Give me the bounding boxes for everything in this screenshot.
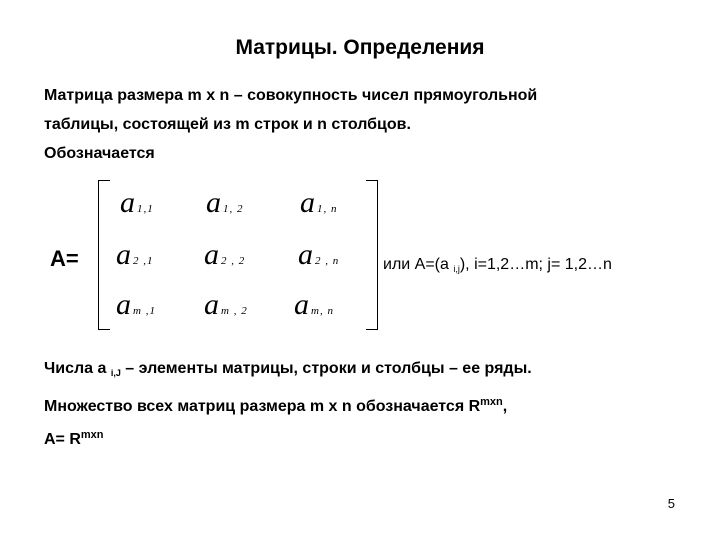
alt-notation-suffix: ), i=1,2…m; j= 1,2…n — [459, 256, 612, 273]
matrix-cell — [298, 238, 339, 272]
matrix-cell-index: m, n — [311, 305, 334, 317]
set-suffix: , — [502, 398, 508, 415]
matrix-cell-base: a — [116, 238, 131, 271]
matrix-cell-index: m ,1 — [133, 305, 156, 317]
matrix-cell-base: a — [204, 238, 219, 271]
matrix-cell-base: a — [206, 186, 221, 219]
definition-paragraph — [44, 81, 537, 168]
matrix-cell-base: a — [300, 186, 315, 219]
matrix-cell-base: a — [116, 288, 131, 321]
matrix-cell-base: a — [294, 288, 309, 321]
matrix-cell-index: m , 2 — [221, 305, 248, 317]
matrix-alt-notation — [383, 256, 612, 274]
matrix — [98, 180, 378, 330]
alt-notation-prefix: или A=(a — [383, 256, 454, 273]
matrix-cell-index: 1,1 — [137, 203, 154, 215]
elements-paragraph — [44, 354, 532, 454]
matrix-cell — [294, 288, 334, 322]
matrix-cell — [300, 186, 338, 220]
matrix-lhs: A= — [50, 246, 79, 271]
matrix-cell — [206, 186, 244, 220]
elements-suffix: – элементы матрицы, строки и столбцы – ее ряды. — [120, 360, 532, 377]
matrix-cell-index: 2 ,1 — [133, 255, 154, 267]
set-line — [44, 388, 532, 421]
matrix-cell — [204, 288, 248, 322]
page-number: 5 — [667, 496, 675, 511]
alt-notation-subscript: i,j — [453, 264, 460, 274]
set-prefix: Множество всех матриц размера m x n обозначается R — [44, 398, 481, 415]
matrix-right-bracket — [366, 180, 378, 330]
matrix-cell — [120, 186, 154, 220]
slide-title: Матрицы. Определения — [235, 36, 485, 59]
matrix-cell-index: 1, 2 — [223, 203, 244, 215]
matrix-cell-index: 2 , n — [315, 255, 340, 267]
elements-line — [44, 354, 532, 388]
matrix-left-bracket — [98, 180, 110, 330]
definition-line-1: Матрица размера m x n – совокупность чисел прямоугольной — [44, 87, 538, 104]
matrix-cell-base: a — [120, 186, 135, 219]
matrix-cell — [116, 288, 156, 322]
matrix-cell-index: 2 , 2 — [221, 255, 246, 267]
matrix-cell-base: a — [298, 238, 313, 271]
definition-line-2: таблицы, состоящей из m строк и n столбцов. — [44, 116, 411, 133]
matrix-cell — [116, 238, 154, 272]
equality-prefix: A= R — [44, 431, 81, 448]
matrix-cell-base: a — [204, 288, 219, 321]
elements-subscript: i,J — [110, 368, 121, 378]
equality-superscript: mxn — [80, 429, 104, 441]
matrix-cell-index: 1, n — [317, 203, 338, 215]
matrix-cell — [204, 238, 245, 272]
elements-prefix: Числа a — [44, 360, 111, 377]
set-superscript: mxn — [480, 396, 503, 408]
definition-line-3: Обозначается — [44, 145, 155, 162]
equality-line — [44, 421, 532, 454]
